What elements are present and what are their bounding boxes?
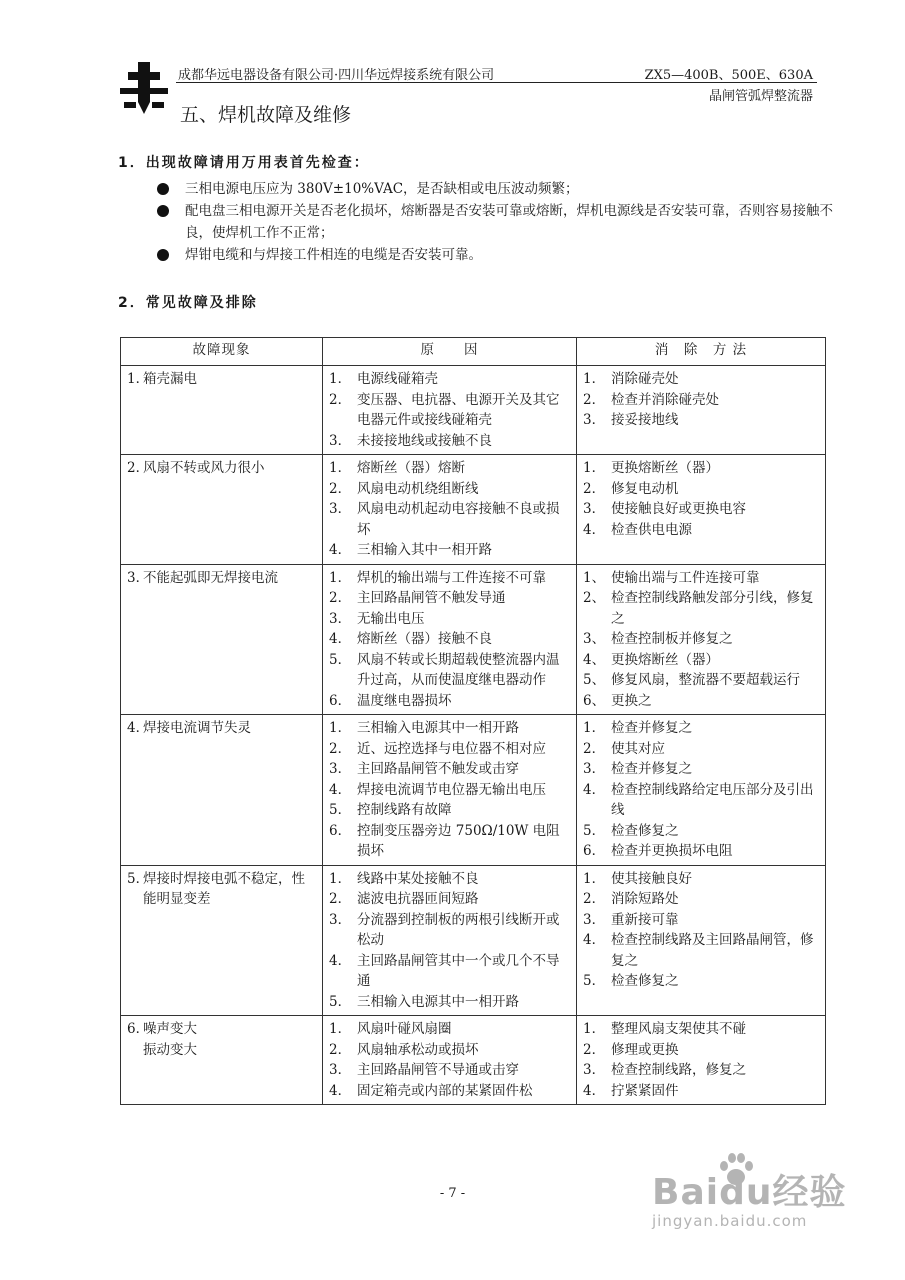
symptom-cell (121, 1016, 323, 1105)
common-faults-heading: 2．常见故障及排除 (118, 295, 258, 311)
item-number: 1． (583, 720, 606, 736)
row-number: 5． (127, 870, 150, 887)
remedy-cell (577, 366, 826, 455)
item-number: 2． (329, 1041, 352, 1058)
row-number: 2． (127, 460, 150, 476)
check-list (155, 178, 835, 266)
item-number: 4． (583, 781, 606, 798)
cause-cell (323, 1016, 577, 1105)
item-number: 4． (583, 521, 606, 538)
list-item (329, 499, 572, 540)
cause-list (329, 718, 572, 862)
table-header-row (121, 338, 826, 366)
symptom-cell (121, 715, 323, 866)
item-number: 4． (329, 1082, 352, 1099)
cause-cell (323, 455, 577, 565)
list-item (329, 588, 572, 609)
list-item (583, 650, 821, 671)
cause-text: 三相输入其中一相开路 (357, 542, 492, 558)
list-item (583, 390, 821, 411)
item-number: 2． (583, 480, 606, 497)
remedy-text: 修复风扇，整流器不要超载运行 (611, 672, 800, 688)
company-logo-icon (116, 58, 172, 118)
remedy-text: 检查控制线路给定电压部分及引出线 (611, 781, 814, 818)
remedy-text: 检查修复之 (611, 822, 679, 839)
cause-text: 焊机的输出端与工件连接不可靠 (357, 569, 546, 586)
list-item (329, 650, 572, 691)
fault-table (120, 337, 826, 1105)
cause-text: 控制变压器旁边 750Ω/10W 电阻损坏 (357, 822, 560, 859)
row-number: 1． (127, 371, 150, 387)
item-number: 4． (329, 631, 352, 647)
item-number: 5． (583, 973, 606, 989)
remedy-text: 更换之 (611, 692, 652, 709)
remedy-text: 检查控制线路及主回路晶闸管，修复之 (611, 932, 814, 969)
item-number: 2、 (583, 590, 606, 606)
row-number: 3． (127, 569, 150, 586)
list-item (329, 951, 572, 992)
cause-text: 线路中某处接触不良 (357, 870, 479, 887)
item-number: 1、 (583, 569, 606, 586)
item-number: 6． (583, 843, 606, 859)
cause-text: 主回路晶闸管不导通或击穿 (357, 1062, 519, 1078)
remedy-list (583, 1019, 821, 1101)
item-number: 2． (329, 891, 352, 907)
list-item (583, 759, 821, 780)
remedy-text: 使接触良好或更换电容 (611, 501, 746, 517)
cause-list (329, 369, 572, 451)
remedy-text: 检查并修复之 (611, 761, 692, 777)
item-number: 3． (583, 501, 606, 517)
item-number: 5． (329, 802, 352, 818)
list-item (583, 410, 821, 431)
remedy-text: 检查修复之 (611, 973, 679, 989)
cause-text: 熔断丝（器）接触不良 (357, 631, 492, 647)
cause-text: 三相输入电源其中一相开路 (357, 993, 519, 1010)
item-number: 2． (329, 740, 352, 757)
remedy-text: 使其接触良好 (611, 870, 692, 887)
cause-text: 风扇不转或长期超载使整流器内温升过高，从而使温度继电器动作 (357, 651, 560, 688)
list-item (329, 759, 572, 780)
item-number: 2． (583, 391, 606, 408)
list-item (583, 499, 821, 520)
cause-text: 滤波电抗器匝间短路 (357, 891, 479, 907)
item-number: 1． (583, 371, 606, 387)
remedy-cell (577, 455, 826, 565)
list-item (329, 800, 572, 821)
cause-text: 风扇电动机绕组断线 (357, 480, 479, 497)
bullet-text: 三相电源电压应为 380V±10%VAC，是否缺相或电压波动频繁； (185, 181, 579, 197)
cause-text: 未接接地线或接触不良 (357, 432, 492, 449)
item-number: 4． (583, 932, 606, 948)
header-divider (176, 82, 817, 83)
cause-text: 电源线碰箱壳 (357, 371, 438, 387)
cause-cell (323, 715, 577, 866)
item-number: 2． (583, 1041, 606, 1058)
bullet-icon (157, 183, 169, 195)
list-item (329, 691, 572, 712)
remedy-list (583, 568, 821, 712)
remedy-text: 检查控制线路，修复之 (611, 1062, 746, 1078)
list-item (583, 780, 821, 821)
list-item (583, 739, 821, 760)
remedy-text: 重新接可靠 (611, 911, 679, 928)
list-item (329, 458, 572, 479)
remedy-cell (577, 715, 826, 866)
remedy-text: 检查控制线路触发部分引线，修复之 (611, 590, 814, 627)
column-header-cause: 原 因 (323, 338, 577, 366)
remedy-text: 更换熔断丝（器） (611, 651, 719, 668)
remedy-text: 整理风扇支架使其不碰 (611, 1021, 746, 1037)
list-item (583, 718, 821, 739)
item-number: 1． (329, 1021, 352, 1037)
list-item (583, 889, 821, 910)
item-number: 3． (329, 432, 352, 449)
list-item (155, 200, 835, 244)
list-item (583, 369, 821, 390)
row-number: 4． (127, 720, 150, 736)
table-row (121, 366, 826, 455)
item-number: 4、 (583, 651, 606, 668)
list-item (329, 992, 572, 1013)
remedy-text: 检查控制板并修复之 (611, 631, 733, 647)
bullet-text: 配电盘三相电源开关是否老化损坏，熔断器是否安装可靠或熔断，焊机电源线是否安装可靠，否则容易接触不良，使焊机工作不正常； (185, 203, 833, 241)
item-number: 3． (583, 412, 606, 428)
list-item (583, 930, 821, 971)
bullet-icon (157, 205, 169, 217)
cause-text: 无输出电压 (357, 610, 425, 627)
list-item (583, 841, 821, 862)
cause-text: 控制线路有故障 (357, 802, 452, 818)
watermark (640, 1160, 860, 1240)
remedy-list (583, 458, 821, 540)
watermark-url: jingyan.baidu.com (652, 1212, 808, 1230)
symptom-text: 焊接电流调节失灵 (143, 720, 251, 736)
remedy-text: 消除碰壳处 (611, 371, 679, 387)
cause-list (329, 568, 572, 712)
item-number: 1． (329, 870, 352, 887)
list-item (329, 540, 572, 561)
item-number: 2． (329, 391, 352, 408)
remedy-text: 拧紧紧固件 (611, 1082, 679, 1099)
list-item (583, 691, 821, 712)
remedy-text: 修理或更换 (611, 1041, 679, 1058)
item-number: 1． (329, 371, 352, 387)
remedy-cell (577, 1016, 826, 1105)
remedy-text: 检查并修复之 (611, 720, 692, 736)
list-item (329, 568, 572, 589)
remedy-list (583, 369, 821, 431)
list-item (583, 1081, 821, 1102)
cause-list (329, 869, 572, 1013)
list-item (583, 458, 821, 479)
symptom-text: 不能起弧即无焊接电流 (143, 569, 278, 586)
remedy-list (583, 718, 821, 862)
remedy-text: 使输出端与工件连接可靠 (611, 569, 760, 586)
cause-text: 风扇轴承松动或损坏 (357, 1041, 479, 1058)
list-item (329, 821, 572, 862)
list-item (583, 568, 821, 589)
item-number: 3． (583, 911, 606, 928)
bullet-text: 焊钳电缆和与焊接工件相连的电缆是否安装可靠。 (185, 247, 482, 263)
cause-text: 风扇电动机起动电容接触不良或损坏 (357, 501, 560, 538)
list-item (155, 178, 835, 200)
item-number: 5、 (583, 672, 606, 688)
list-item (583, 1060, 821, 1081)
list-item (329, 780, 572, 801)
item-number: 2． (329, 590, 352, 606)
item-number: 1． (329, 569, 352, 586)
list-item (583, 670, 821, 691)
item-number: 5． (583, 822, 606, 839)
list-item (583, 821, 821, 842)
list-item (329, 629, 572, 650)
symptom-cell (121, 865, 323, 1016)
symptom-text: 焊接时焊接电弧不稳定，性能明显变差 (143, 870, 305, 907)
list-item (329, 1081, 572, 1102)
item-number: 4． (329, 542, 352, 558)
list-item (329, 369, 572, 390)
list-item (329, 1019, 572, 1040)
remedy-list (583, 869, 821, 992)
item-number: 4． (583, 1082, 606, 1099)
list-item (583, 479, 821, 500)
cause-cell (323, 865, 577, 1016)
item-number: 3． (329, 911, 352, 928)
item-number: 6． (329, 822, 352, 839)
page-number: - 7 - (439, 1186, 466, 1201)
item-number: 1． (583, 870, 606, 887)
list-item (329, 1040, 572, 1061)
table-row (121, 1016, 826, 1105)
item-number: 3、 (583, 631, 606, 647)
list-item (329, 390, 572, 431)
item-number: 3． (329, 761, 352, 777)
cause-text: 温度继电器损坏 (357, 692, 452, 709)
check-heading: 1．出现故障请用万用表首先检查： (118, 155, 370, 171)
remedy-text: 检查供电电源 (611, 521, 692, 538)
cause-text: 三相输入电源其中一相开路 (357, 720, 519, 736)
remedy-text: 检查并更换损坏电阻 (611, 843, 733, 859)
list-item (329, 431, 572, 452)
cause-cell (323, 366, 577, 455)
item-number: 2． (329, 480, 352, 497)
cause-cell (323, 564, 577, 715)
remedy-cell (577, 564, 826, 715)
symptom-text: 噪声变大 振动变大 (143, 1021, 197, 1058)
item-number: 3． (329, 501, 352, 517)
list-item (583, 971, 821, 992)
cause-text: 近、远控选择与电位器不相对应 (357, 740, 546, 757)
cause-list (329, 458, 572, 561)
list-item (583, 588, 821, 629)
section-title: 五、焊机故障及维修 (180, 104, 352, 126)
item-number: 3． (583, 1062, 606, 1078)
list-item (155, 244, 835, 266)
item-number: 3． (583, 761, 606, 777)
table-row (121, 455, 826, 565)
item-number: 6． (329, 692, 352, 709)
item-number: 1． (583, 1021, 606, 1037)
cause-text: 焊接电流调节电位器无输出电压 (357, 781, 546, 798)
column-header-symptom: 故障现象 (121, 338, 323, 366)
symptom-cell (121, 366, 323, 455)
remedy-text: 修复电动机 (611, 480, 679, 497)
cause-text: 主回路晶闸管不触发导通 (357, 590, 506, 606)
cause-text: 固定箱壳或内部的某紧固件松 (357, 1082, 533, 1099)
symptom-text: 箱壳漏电 (143, 371, 197, 387)
remedy-text: 消除短路处 (611, 891, 679, 907)
list-item (329, 889, 572, 910)
remedy-text: 使其对应 (611, 740, 665, 757)
item-number: 4． (329, 781, 352, 798)
list-item (329, 718, 572, 739)
table-row (121, 865, 826, 1016)
list-item (329, 609, 572, 630)
list-item (329, 479, 572, 500)
list-item (583, 910, 821, 931)
cause-text: 主回路晶闸管不触发或击穿 (357, 761, 519, 777)
item-number: 4． (329, 952, 352, 969)
list-item (583, 869, 821, 890)
list-item (329, 910, 572, 951)
cause-text: 变压器、电抗器、电源开关及其它电器元件或接线碰箱壳 (357, 391, 560, 428)
item-number: 3． (329, 1062, 352, 1078)
item-number: 1． (583, 460, 606, 476)
symptom-cell (121, 564, 323, 715)
item-number: 1． (329, 720, 352, 736)
cause-text: 主回路晶闸管其中一个或几个不导通 (357, 952, 560, 989)
watermark-brand: Baidu经验 (652, 1172, 847, 1213)
item-number: 2． (583, 740, 606, 757)
list-item (329, 1060, 572, 1081)
symptom-text: 风扇不转或风力很小 (143, 460, 265, 476)
product-name: 晶闸管弧焊整流器 (708, 89, 813, 104)
cause-list (329, 1019, 572, 1101)
bullet-icon (157, 249, 169, 261)
item-number: 1． (329, 460, 352, 476)
table-row (121, 564, 826, 715)
column-header-remedy: 消 除 方 法 (577, 338, 826, 366)
list-item (583, 520, 821, 541)
cause-text: 熔断丝（器）熔断 (357, 460, 465, 476)
list-item (329, 869, 572, 890)
symptom-cell (121, 455, 323, 565)
list-item (583, 629, 821, 650)
item-number: 5． (329, 651, 352, 668)
company-name: 成都华远电器设备有限公司·四川华远焊接系统有限公司 (178, 68, 495, 83)
item-number: 2． (583, 891, 606, 907)
list-item (329, 739, 572, 760)
list-item (583, 1040, 821, 1061)
item-number: 3． (329, 610, 352, 627)
row-number: 6． (127, 1021, 150, 1037)
item-number: 6、 (583, 692, 606, 709)
cause-text: 分流器到控制板的两根引线断开或松动 (357, 911, 560, 948)
remedy-cell (577, 865, 826, 1016)
remedy-text: 接妥接地线 (611, 412, 679, 428)
list-item (583, 1019, 821, 1040)
item-number: 5． (329, 993, 352, 1010)
model-number: ZX5—400B、500E、630A (644, 68, 813, 83)
remedy-text: 检查并消除碰壳处 (611, 391, 719, 408)
remedy-text: 更换熔断丝（器） (611, 460, 719, 476)
cause-text: 风扇叶碰风扇圈 (357, 1021, 452, 1037)
table-row (121, 715, 826, 866)
